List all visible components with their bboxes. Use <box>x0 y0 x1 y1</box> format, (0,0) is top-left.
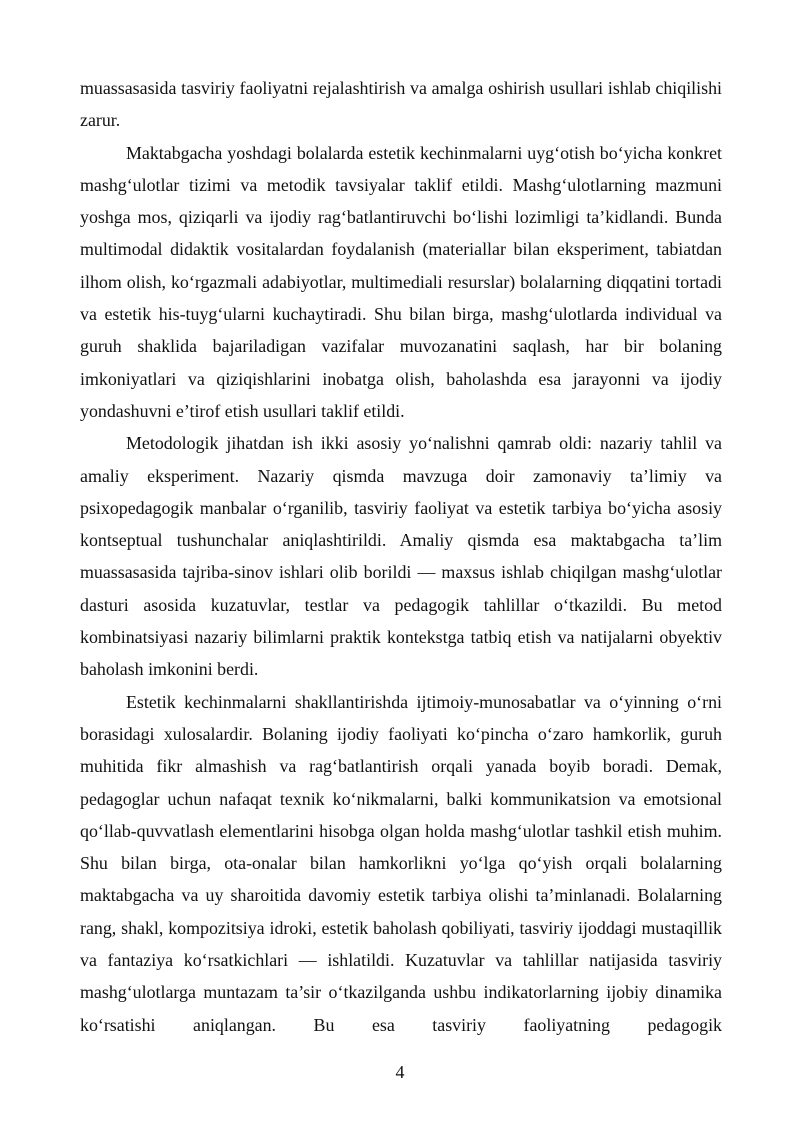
paragraph-continuation: muassasasida tasviriy faoliyatni rejalashtirish va amalga oshirish usullari ishlab chiqilishi zarur. <box>80 78 722 131</box>
page-number: 4 <box>395 1062 405 1082</box>
paragraph-methodology: Metodologik jihatdan ish ikki asosiy yo‘nalishni qamrab oldi: nazariy tahlil va amaliy eksperiment. Nazariy qismda mavzuga doir zamonaviy ta’limiy va psixopedagogik manbalar o‘rganilib, tasviriy faoliyat va estetik tarbiya bo‘yicha asosiy kontseptual tushunchalar aniqlashtirildi. Amaliy qismda esa maktabgacha ta’lim muassasasida tajriba-sinov ishlari olib borildi — maxsus ishlab chiqilgan mashg‘ulotlar dasturi asosida kuzatuvlar, testlar va pedagogik tahlillar o‘tkazildi. Bu metod kombinatsiyasi nazariy bilimlarni praktik kontekstga tatbiq etish va natijalarni obyektiv baholash imkonini berdi. <box>80 433 722 680</box>
paragraph-recommendations: Maktabgacha yoshdagi bolalarda estetik kechinmalarni uyg‘otish bo‘yicha konkret mashg‘ulotlar tizimi va metodik tavsiyalar taklif etildi. Mashg‘ulotlarning mazmuni yoshga mos, qiziqarli va ijodiy rag‘batlantiruvchi bo‘lishi lozimligi ta’kidlandi. Bunda multimodal didaktik vositalardan foydalanish (materiallar bilan eksperiment, tabiatdan ilhom olish, ko‘rgazmali adabiyotlar, multimediali resurslar) bolalarning diqqatini tortadi va estetik his-tuyg‘ularni kuchaytiradi. Shu bilan birga, mashg‘ulotlarda individual va guruh shaklida bajariladigan vazifalar muvozanatini saqlash, har bir bolaning imkoniyatlari va qiziqishlarini inobatga olish, baholashda esa jarayonni va ijodiy yondashuvni e’tirof etish usullari taklif etildi. <box>80 142 722 421</box>
paragraph-conclusions: Estetik kechinmalarni shakllantirishda ijtimoiy-munosabatlar va o‘yinning o‘rni borasidagi xulosalardir. Bolaning ijodiy faoliyati ko‘pincha o‘zaro hamkorlik, guruh muhitida fikr almashish va rag‘batlantirish orqali yanada boyib boradi. Demak, pedagoglar uchun nafaqat texnik ko‘nikmalarni, balki kommunikatsion va emotsional qo‘llab-quvvatlash elementlarini hisobga olgan holda mashg‘ulotlar tashkil etish muhim. Shu bilan birga, ota-onalar bilan hamkorlikni yo‘lga qo‘yish orqali bolalarning maktabgacha va uy sharoitida davomiy estetik tarbiya olishi ta’minlanadi. Bolalarning rang, shakl, kompozitsiya idroki, estetik baholash qobiliyati, tasviriy ijoddagi mustaqillik va fantaziya ko‘rsatkichlari — ishlatildi. Kuzatuvlar va tahlillar natijasida tasviriy mashg‘ulotlarga muntazam ta’sir o‘tkazilganda ushbu indikatorlarning ijobiy dinamika ko‘rsatishi aniqlangan. Bu esa tasviriy faoliyatning pedagogik <box>80 691 722 1035</box>
body-text <box>80 72 722 1041</box>
